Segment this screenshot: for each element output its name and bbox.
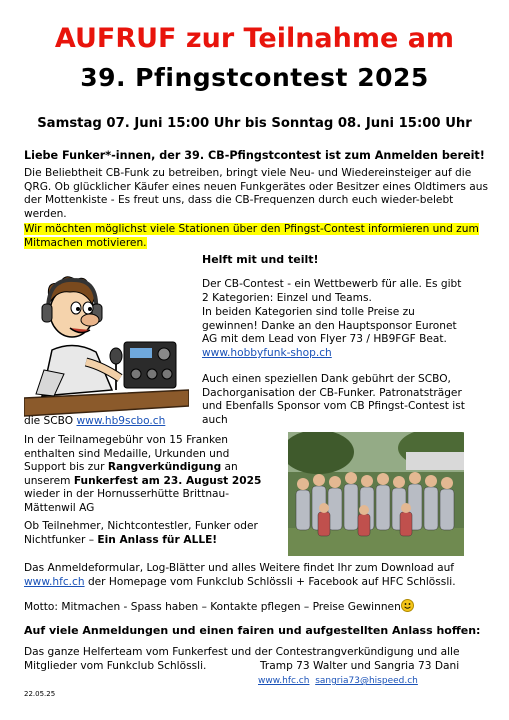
fee-text-b: an unserem <box>24 461 238 487</box>
highlight-line-1: Wir möchten möglichst viele Stationen über den Pfingst-Contest informieren und zum <box>24 223 479 235</box>
smiley-icon <box>401 599 414 617</box>
highlight-paragraph <box>24 223 479 250</box>
download-rest: der Homepage vom Funkclub Schlössli + Facebook auf HFC Schlössli. <box>87 575 456 588</box>
thanks-line-2: Mitglieder vom Funkclub Schlössli. <box>24 660 207 672</box>
group-photo-icon <box>288 432 464 556</box>
title-line-2: 39. Pfingstcontest 2025 <box>80 63 429 92</box>
fee-text-c: wieder in der Hornusserhütte Brittnau-Mättenwil AG <box>24 488 230 514</box>
thanks-line-1: Das ganze Helferteam vom Funkerfest und der Contestrangverkündigung und alle <box>24 646 460 658</box>
greeting: Liebe Funker*-innen, der 39. CB-Pfingstcontest ist zum Anmelden bereit! <box>24 149 485 162</box>
fee-paragraph <box>24 434 272 516</box>
highlight-line-2: Mitmachen motivieren. <box>24 236 147 249</box>
help-heading: Helft mit und teilt! <box>202 253 319 266</box>
hfc-link[interactable]: www.hfc.ch <box>24 575 85 588</box>
footer-hfc-link[interactable]: www.hfc.ch <box>258 676 310 686</box>
contest-description: Der CB-Contest - ein Wettbewerb für alle. Es gibt 2 Kategorien: Einzel und Teams. <box>202 278 462 304</box>
document-date: 22.05.25 <box>24 690 56 698</box>
scbo-paragraph: Auch einen speziellen Dank gebührt der SCBO, Dachorganisation der CB-Funker. Patronatsträger und Ebenfalls Sponsor vom CB Pfingst-Contest ist auch <box>202 373 465 426</box>
contest-dates: Samstag 07. Juni 15:00 Uhr bis Sonntag 08. Juni 15:00 Uhr <box>37 116 472 131</box>
group-photo <box>288 432 464 556</box>
scbo-prefix: die SCBO <box>24 415 74 427</box>
motto-line <box>24 599 414 617</box>
motto: Motto: Mitmachen - Spass haben – Kontakte pflegen – Preise Gewinnen <box>24 601 401 613</box>
title-line-1: AUFRUF zur Teilnahme am <box>54 23 455 54</box>
download-text: Das Anmeldeformular, Log-Blätter und alles Weitere findet Ihr zum Download auf <box>24 562 455 574</box>
audience-text: Ob Teilnehmer, Nichtcontestler, Funker oder Nichtfunker – <box>24 520 258 546</box>
radio-operator-cartoon-icon <box>24 270 189 420</box>
signature: Tramp 73 Walter und Sangria 73 Dani <box>260 660 460 672</box>
fee-text-a: In der Teilnamegebühr von 15 Franken enthalten sind Medaille, Urkunden und Support bis zur <box>24 434 230 474</box>
prizes-description: In beiden Kategorien sind tolle Preise zu gewinnen! Danke an den Hauptsponsor Euronet AG mit dem Lead von Flyer 73 / HB9FGF Beat. <box>202 306 457 346</box>
fee-bold-b: Funkerfest am 23. August 2025 <box>73 474 262 487</box>
footer-links <box>258 676 418 686</box>
audience-paragraph <box>24 520 272 547</box>
footer-email-link[interactable]: sangria73@hispeed.ch <box>315 676 418 686</box>
hope-line: Auf viele Anmeldungen und einen fairen und aufgestellten Anlass hoffen: <box>24 624 481 637</box>
fee-bold-a: Rangverkündigung <box>107 461 222 474</box>
download-paragraph <box>24 562 494 589</box>
intro-paragraph: Die Beliebtheit CB-Funk zu betreiben, bringt viele Neu- und Wiedereinsteiger auf die QRG. Ob glücklicher Käufer eines neuen Funkgerätes oder Besitzer eines Oldtimers aus der Mottenkiste - Es freut uns, dass die CB-Frequenzen durch euch wieder-belebt werden. <box>24 167 489 220</box>
scbo-line <box>24 415 165 429</box>
audience-bold: Ein Anlass für ALLE! <box>97 533 218 546</box>
scbo-link[interactable]: www.hb9scbo.ch <box>76 415 166 427</box>
radio-operator-cartoon <box>24 270 189 420</box>
shop-link[interactable]: www.hobbyfunk-shop.ch <box>202 347 332 359</box>
